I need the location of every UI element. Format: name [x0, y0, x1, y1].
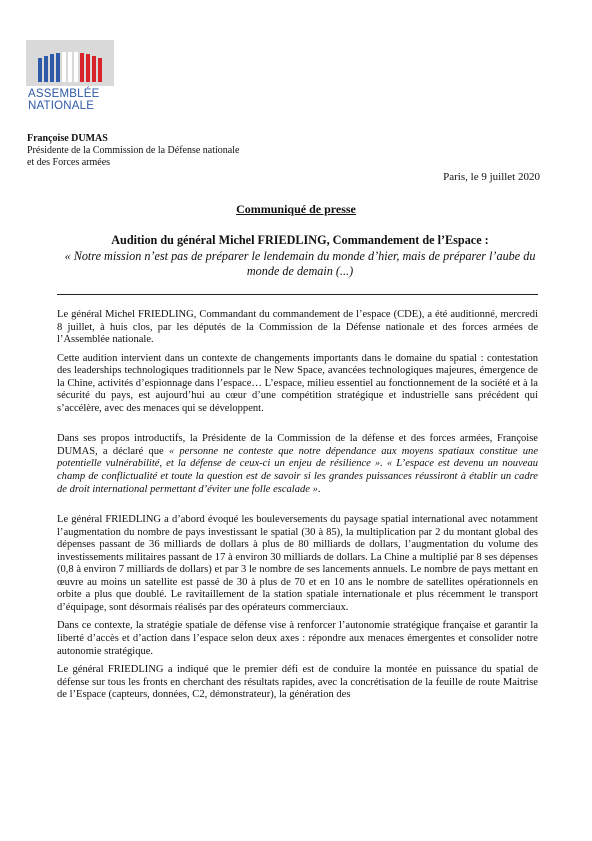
press-release-title: Communiqué de presse: [236, 202, 356, 216]
paragraph-3-quote-1: « personne ne conteste que notre dépendance aux moyens spatiaux constitue une potentielle vulnérabilité, et la défense de ceux-ci un enjeu de résilience ».: [57, 445, 538, 470]
divider-rule: [57, 294, 538, 295]
author-block: [27, 133, 239, 169]
author-name: Françoise DUMAS: [27, 133, 108, 144]
logo-wordmark: [26, 89, 118, 112]
paragraph-2: Cette audition intervient dans un contexte de changements importants dans le domaine du spatial : contestation des leaderships technologiques traditionnels par le New Space, avancées technologiques majeures, émergence de la Chine, activités d’espionnage dans l’espace… L’espace, milieu essentiel au fonctionnement de la société et à la sécurité du pays, est aujourd’hui au cœur d’une compétition stratégique et industrielle sans précédent qui s’accélère, avec des menaces qui se développent.: [57, 352, 538, 414]
body-text: [57, 309, 538, 708]
paragraph-3-quote-2: « L’espace est devenu un nouveau champ de conflictualité et toute la question est de savoir si les grandes puissances réussiront à établir un cadre de droit international permettant d’éviter une folle escalade »: [57, 458, 538, 495]
assemblee-nationale-logo: [26, 40, 118, 112]
paragraph-4: Le général FRIEDLING a d’abord évoqué les bouleversements du paysage spatial international avec notamment l’augmentation du nombre de pays investissant le spatial (30 à 85), la multiplication par 2 du montant global des dépenses passant de 36 milliards de dollars à plus de 80 milliards de dollars, l’augmentation du volume des investissements militaires passant de 17 à environ 30 milliards de dollars. La Chine a multiplié par 8 ses dépenses (0,8 à environ 7 milliards de dollars) et par 3 le nombre de ses lancements annuels. Le nombre de pays mettant en œuvre au moins un satellite est passé de 30 à plus de 70 et en 10 ans le nombre de satellites opérationnels en orbite a plus que doublé. Le ravitaillement de la station spatiale internationale et plus récemment le transport d’équipage, sont désormais réalisés par des opérateurs commerciaux.: [57, 514, 538, 613]
author-role-line-2: et des Forces armées: [27, 157, 111, 168]
paragraph-6: Le général FRIEDLING a indiqué que le premier défi est de conduire la montée en puissance du spatial de défense sur tous les fronts en cherchant des résultats rapides, avec la concrétisation de la feuille de route Maitrise de l’Espace (capteurs, données, C2, démonstrateur), la génération des: [57, 664, 538, 701]
headline-quote: « Notre mission n’est pas de préparer le lendemain du monde d’hier, mais de préparer l’aube du monde de demain (...): [64, 248, 536, 278]
logo-line-2: NATIONALE: [28, 99, 95, 112]
paragraph-3: [57, 433, 538, 496]
paragraph-3-end: .: [317, 483, 321, 495]
headline-main: Audition du général Michel FRIEDLING, Commandement de l’Espace :: [111, 233, 489, 247]
paragraph-5: Dans ce contexte, la stratégie spatiale de défense vise à renforcer l’autonomie stratégique française et garantir la liberté d’accès et d’action dans l’espace selon deux axes : répondre aux menaces émergentes et consolider notre autonomie stratégique.: [57, 620, 538, 657]
headline-block: [62, 233, 538, 280]
logo-line-1: ASSEMBLÉE: [28, 88, 100, 100]
document-date: Paris, le 9 juillet 2020: [443, 171, 540, 183]
paragraph-1: Le général Michel FRIEDLING, Commandant du commandement de l’espace (CDE), a été auditionné, mercredi 8 juillet, à huis clos, par les députés de la Commission de la Défense nationale et des forces armées de l’Assemblée nationale.: [57, 309, 538, 346]
author-role-line-1: Présidente de la Commission de la Défense nationale: [27, 145, 240, 156]
paragraph-3-intro: Dans ses propos introductifs, la Présidente de la Commission de la défense et des forces armées, Françoise DUMAS, a déclaré que: [57, 433, 538, 457]
assemblee-hemicycle-emblem-icon: [26, 40, 114, 86]
